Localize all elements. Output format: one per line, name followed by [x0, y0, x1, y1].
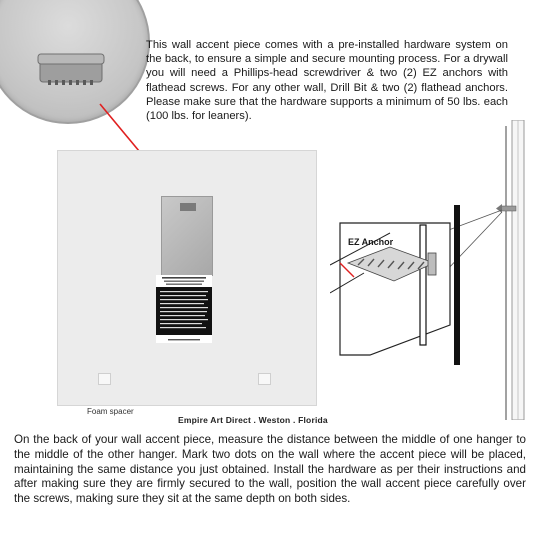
hardware-plate: [161, 196, 213, 276]
ez-anchor-detail: [330, 205, 470, 365]
label-header-lines: [156, 275, 212, 287]
label-text-lines: [156, 287, 212, 335]
foam-spacer-left: [98, 373, 111, 385]
ez-anchor-label: EZ Anchor: [348, 237, 394, 247]
accent-piece-back-panel: [57, 150, 317, 406]
foam-spacer-right: [258, 373, 271, 385]
foam-spacer-label: Foam spacer: [87, 407, 134, 416]
label-footer-line: [156, 336, 212, 344]
company-label: Empire Art Direct . Weston . Florida: [178, 415, 328, 425]
label-warning-block: [156, 287, 212, 335]
instructions-intro: This wall accent piece comes with a pre-installed hardware system on the back, to ensure a simple and secure mounting process. For a drywall you will need a Phillips-head screwdriver & two (2) EZ anchors with flathead screws. For any other wall, Drill Bit & two (2) flathead anchors. Please make sure that the hardware supports a minimum of 50 lbs. each (100 lbs. for leaners).: [146, 39, 508, 123]
hanger-icon: [162, 197, 212, 275]
instruction-label: [156, 275, 212, 343]
instructions-mounting: On the back of your wall accent piece, measure the distance between the middle of one hanger to the middle of the other hanger. Mark two dots on the wall where the accent piece will be placed, maintaining the same distance you just obtained. Install the hardware as per their instructions and after making sure they are firmly secured to the wall, position the wall accent piece carefully over the screws, making sure they sit at the same depth on both sides.: [14, 433, 526, 506]
